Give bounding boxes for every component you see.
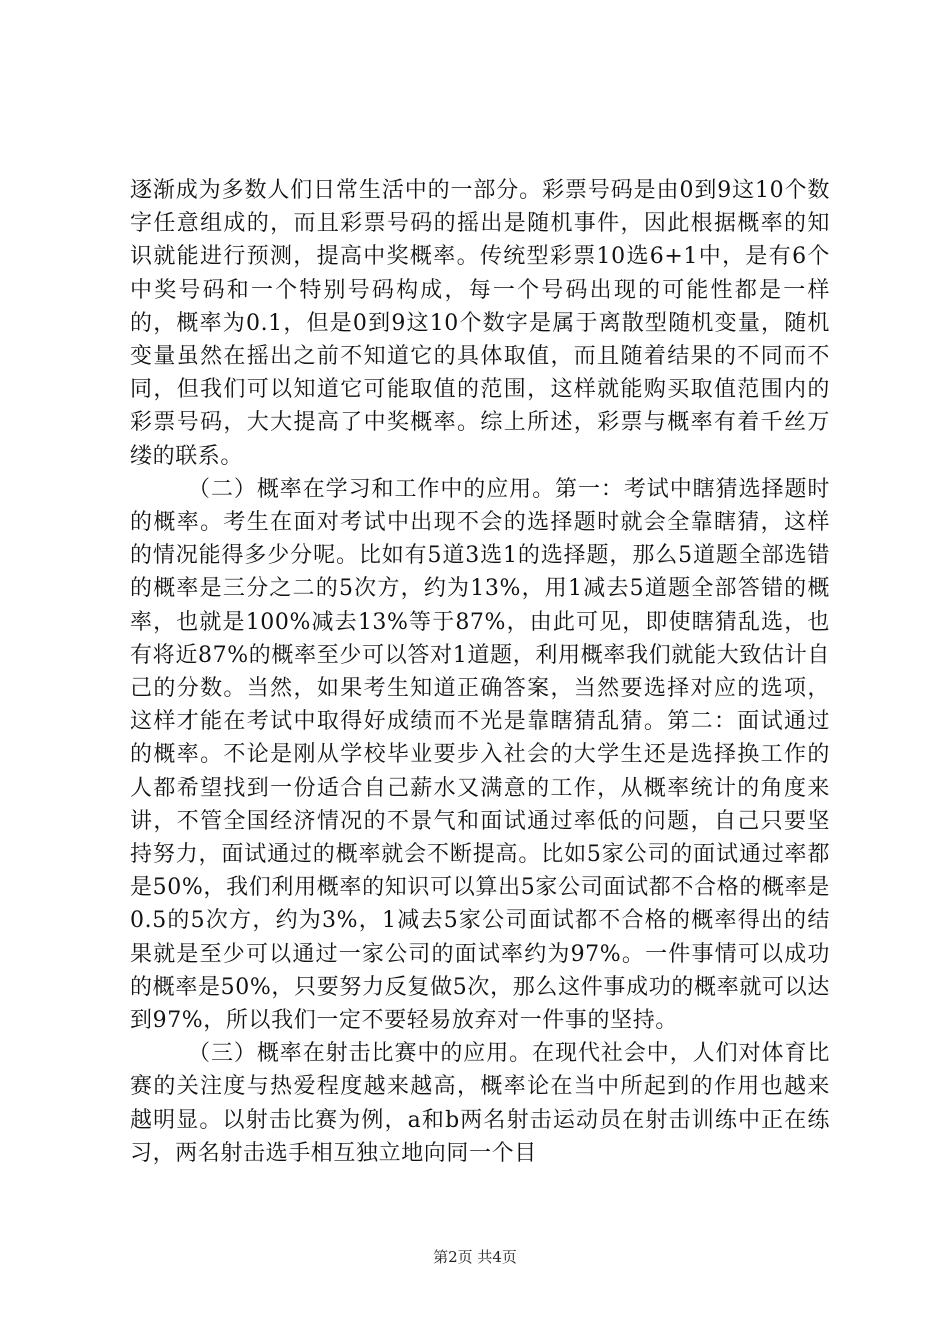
document-body bbox=[130, 174, 830, 1170]
paragraph-study-work: （二）概率在学习和工作中的应用。第一：考试中瞎猜选择题时的概率。考生在面对考试中出现不会的选择题时就会全靠瞎猜，这样的情况能得多少分呢。比如有5道3选1的选择题，那么5道题全部选错的概率是三分之二的5次方，约为13%，用1减去5道题全部答错的概率，也就是100%减去13%等于87%，由此可见，即使瞎猜乱选，也有将近87%的概率至少可以答对1道题，利用概率我们就能大致估计自己的分数。当然，如果考生知道正确答案，当然要选择对应的选项，这样才能在考试中取得好成绩而不光是靠瞎猜乱猜。第二：面试通过的概率。不论是刚从学校毕业要步入社会的大学生还是选择换工作的人都希望找到一份适合自己薪水又满意的工作，从概率统计的角度来讲，不管全国经济情况的不景气和面试通过率低的问题，自己只要坚持努力，面试通过的概率就会不断提高。比如5家公司的面试通过率都是50%，我们利用概率的知识可以算出5家公司面试都不合格的概率是0.5的5次方，约为3%，1减去5家公司面试都不合格的概率得出的结果就是至少可以通过一家公司的面试率约为97%。一件事情可以成功的概率是50%，只要努力反复做5次，那么这件事成功的概率就可以达到97%，所以我们一定不要轻易放弃对一件事的坚持。 bbox=[130, 476, 830, 1034]
paragraph-lottery: 逐渐成为多数人们日常生活中的一部分。彩票号码是由0到9这10个数字任意组成的，而且彩票号码的摇出是随机事件，因此根据概率的知识就能进行预测，提高中奖概率。传统型彩票10选6+1中，是有6个中奖号码和一个特别号码构成，每一个号码出现的可能性都是一样的，概率为0.1，但是0到9这10个数字是属于离散型随机变量，随机变量虽然在摇出之前不知道它的具体取值，而且随着结果的不同而不同，但我们可以知道它可能取值的范围，这样就能购买取值范围内的彩票号码，大大提高了中奖概率。综上所述，彩票与概率有着千丝万缕的联系。 bbox=[130, 178, 830, 469]
page-footer: 第2页 共4页 bbox=[433, 1248, 517, 1266]
paragraph-shooting: （三）概率在射击比赛中的应用。在现代社会中，人们对体育比赛的关注度与热爱程度越来越高，概率论在当中所起到的作用也越来越明显。以射击比赛为例，a和b两名射击运动员在射击训练中正在练习，两名射击选手相互独立地向同一个目 bbox=[130, 1041, 830, 1166]
